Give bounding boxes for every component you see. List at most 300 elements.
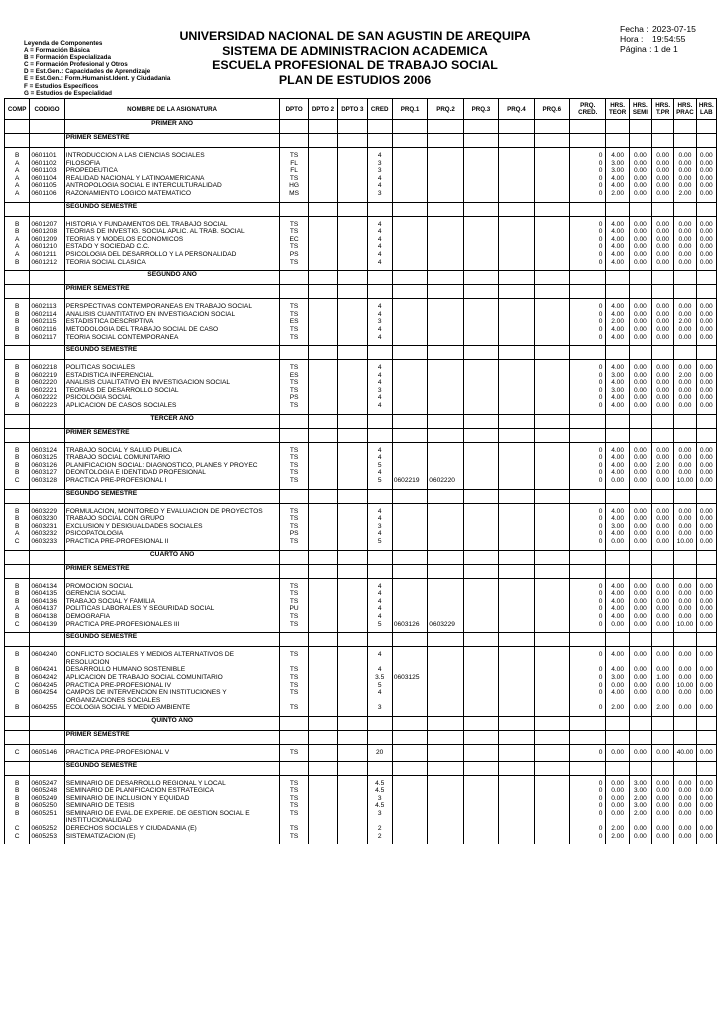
course-hrs-semi: 0.00 xyxy=(629,613,651,621)
course-dpto3 xyxy=(338,303,367,311)
course-prq-credits: 0 xyxy=(570,462,606,470)
empty-cell xyxy=(629,716,651,730)
course-prq1 xyxy=(392,236,427,244)
course-name: CAMPOS DE INTERVENCION EN INSTITUCIONES Y ORGANIZACIONES SOCIALES xyxy=(64,689,280,704)
empty-cell xyxy=(696,730,716,744)
course-hrs-lab: 0.00 xyxy=(696,477,716,485)
empty-cell xyxy=(463,633,498,647)
course-prq4 xyxy=(499,833,534,841)
course-prq6 xyxy=(534,666,569,674)
empty-cell xyxy=(367,134,392,148)
course-hrs-teor: 4.00 xyxy=(606,182,629,190)
course-hrs-semi: 0.00 xyxy=(629,605,651,613)
course-prq4 xyxy=(499,515,534,523)
course-prq6 xyxy=(534,508,569,516)
course-hrs-semi: 0.00 xyxy=(629,372,651,380)
course-prq4 xyxy=(499,787,534,795)
plan-name: PLAN DE ESTUDIOS 2006 xyxy=(278,72,432,87)
col-nombre: NOMBRE DE LA ASIGNATURA xyxy=(64,99,280,120)
empty-cell xyxy=(674,346,696,360)
course-hrs-prac: 0.00 xyxy=(674,651,696,666)
empty-cell xyxy=(629,428,651,442)
course-prq-credits: 0 xyxy=(570,364,606,372)
course-prq3 xyxy=(463,364,498,372)
course-comp: B xyxy=(5,590,30,598)
course-dpto3 xyxy=(338,704,367,712)
course-name: TEORIAS Y MODELOS ECONOMICOS xyxy=(64,236,280,244)
course-dpto: TS xyxy=(280,259,308,267)
course-hrs-tpr: 0.00 xyxy=(652,538,674,546)
empty-cell xyxy=(428,271,463,285)
course-dpto: TS xyxy=(280,795,308,803)
course-hrs-lab: 0.00 xyxy=(696,251,716,259)
course-prq6 xyxy=(534,682,569,690)
course-prq1 xyxy=(392,190,427,198)
empty-cell xyxy=(308,414,337,428)
course-comp: B xyxy=(5,802,30,810)
course-dpto: ES xyxy=(280,372,308,380)
course-hrs-tpr: 0.00 xyxy=(652,334,674,342)
course-credits: 4 xyxy=(367,364,392,372)
empty-cell xyxy=(652,730,674,744)
course-prq1 xyxy=(392,387,427,395)
course-prq-credits: 0 xyxy=(570,259,606,267)
empty-cell xyxy=(367,414,392,428)
empty-cell xyxy=(652,761,674,775)
course-credits: 4 xyxy=(367,447,392,455)
course-hrs-prac: 40.00 xyxy=(674,749,696,757)
course-prq-credits: 0 xyxy=(570,160,606,168)
course-hrs-teor: 4.00 xyxy=(606,651,629,666)
course-prq6 xyxy=(534,780,569,788)
course-prq2 xyxy=(428,364,463,372)
course-prq6 xyxy=(534,152,569,160)
course-prq4 xyxy=(499,704,534,712)
course-hrs-semi: 0.00 xyxy=(629,318,651,326)
course-hrs-tpr: 0.00 xyxy=(652,311,674,319)
empty-cell xyxy=(652,346,674,360)
course-name: INTRODUCCION A LAS CIENCIAS SOCIALES xyxy=(64,152,280,160)
course-prq-credits: 0 xyxy=(570,243,606,251)
course-prq4 xyxy=(499,780,534,788)
course-prq1 xyxy=(392,152,427,160)
semester-label: SEGUNDO SEMESTRE xyxy=(64,202,280,216)
empty-cell xyxy=(392,285,427,299)
empty-cell xyxy=(367,761,392,775)
course-row xyxy=(5,689,717,704)
empty-cell xyxy=(570,761,606,775)
course-name: SEMINARIO DE DESARROLLO REGIONAL Y LOCAL xyxy=(64,780,280,788)
course-hrs-lab: 0.00 xyxy=(696,175,716,183)
course-dpto: TS xyxy=(280,462,308,470)
course-hrs-tpr: 0.00 xyxy=(652,583,674,591)
course-row xyxy=(5,372,717,380)
course-prq6 xyxy=(534,259,569,267)
course-row xyxy=(5,477,717,485)
course-prq2 xyxy=(428,825,463,833)
empty-cell xyxy=(463,134,498,148)
course-hrs-lab: 0.00 xyxy=(696,613,716,621)
course-prq6 xyxy=(534,228,569,236)
course-prq-credits: 0 xyxy=(570,167,606,175)
empty-cell xyxy=(338,428,367,442)
course-prq3 xyxy=(463,190,498,198)
course-dpto: TS xyxy=(280,364,308,372)
empty-cell xyxy=(463,489,498,503)
course-hrs-tpr: 0.00 xyxy=(652,651,674,666)
course-comp: B xyxy=(5,689,30,704)
course-prq-credits: 0 xyxy=(570,833,606,841)
course-prq2 xyxy=(428,689,463,704)
course-prq3 xyxy=(463,508,498,516)
year-header-row xyxy=(5,414,717,428)
course-prq2 xyxy=(428,447,463,455)
course-prq-credits: 0 xyxy=(570,704,606,712)
course-hrs-teor: 2.00 xyxy=(606,704,629,712)
empty-cell xyxy=(570,120,606,134)
course-prq2 xyxy=(428,379,463,387)
course-prq6 xyxy=(534,787,569,795)
course-dpto: TS xyxy=(280,523,308,531)
course-prq4 xyxy=(499,538,534,546)
course-prq2 xyxy=(428,303,463,311)
empty-cell xyxy=(338,346,367,360)
empty-cell xyxy=(629,730,651,744)
course-hrs-teor: 3.00 xyxy=(606,523,629,531)
course-hrs-tpr: 0.00 xyxy=(652,221,674,229)
course-prq2 xyxy=(428,810,463,825)
empty-cell xyxy=(570,716,606,730)
empty-cell xyxy=(280,428,308,442)
course-prq-credits: 0 xyxy=(570,182,606,190)
course-prq1 xyxy=(392,251,427,259)
course-dpto: TS xyxy=(280,515,308,523)
empty-cell xyxy=(499,564,534,578)
semester-label: PRIMER SEMESTRE xyxy=(64,564,280,578)
course-row xyxy=(5,605,717,613)
course-hrs-lab: 0.00 xyxy=(696,795,716,803)
course-dpto2 xyxy=(308,462,337,470)
course-prq-credits: 0 xyxy=(570,598,606,606)
empty-cell xyxy=(428,285,463,299)
empty-cell xyxy=(652,414,674,428)
course-comp: C xyxy=(5,682,30,690)
year-label: CUARTO AÑO xyxy=(64,550,280,564)
empty-cell xyxy=(392,564,427,578)
empty-cell xyxy=(629,761,651,775)
course-name: POLITICAS SOCIALES xyxy=(64,364,280,372)
empty-cell xyxy=(392,840,427,844)
course-row xyxy=(5,152,717,160)
col-dpto: DPTO xyxy=(280,99,308,120)
course-prq-credits: 0 xyxy=(570,318,606,326)
course-dpto: PU xyxy=(280,605,308,613)
course-hrs-prac: 0.00 xyxy=(674,326,696,334)
empty-cell xyxy=(696,550,716,564)
course-hrs-semi: 0.00 xyxy=(629,682,651,690)
course-dpto: TS xyxy=(280,152,308,160)
course-dpto: PS xyxy=(280,530,308,538)
course-comp: B xyxy=(5,515,30,523)
empty-cell xyxy=(652,120,674,134)
course-hrs-teor: 4.00 xyxy=(606,334,629,342)
course-dpto3 xyxy=(338,462,367,470)
course-prq2 xyxy=(428,175,463,183)
course-credits: 3 xyxy=(367,190,392,198)
empty-cell xyxy=(30,564,64,578)
course-dpto3 xyxy=(338,379,367,387)
course-row xyxy=(5,704,717,712)
course-dpto: MS xyxy=(280,190,308,198)
legend-item: G = Estudios de Especialidad xyxy=(24,89,113,97)
course-credits: 5 xyxy=(367,538,392,546)
course-code: 0601103 xyxy=(30,167,64,175)
course-prq6 xyxy=(534,598,569,606)
course-dpto3 xyxy=(338,372,367,380)
course-dpto3 xyxy=(338,228,367,236)
course-hrs-lab: 0.00 xyxy=(696,303,716,311)
course-name: ESTADO Y SOCIEDAD C.C. xyxy=(64,243,280,251)
course-hrs-teor: 0.00 xyxy=(606,780,629,788)
empty-cell xyxy=(428,564,463,578)
course-dpto2 xyxy=(308,530,337,538)
course-prq2 xyxy=(428,402,463,410)
course-dpto2 xyxy=(308,833,337,841)
course-prq3 xyxy=(463,666,498,674)
course-row xyxy=(5,590,717,598)
course-prq2 xyxy=(428,394,463,402)
course-dpto3 xyxy=(338,243,367,251)
course-dpto3 xyxy=(338,538,367,546)
course-prq6 xyxy=(534,538,569,546)
course-row xyxy=(5,787,717,795)
course-hrs-semi: 0.00 xyxy=(629,538,651,546)
course-hrs-lab: 0.00 xyxy=(696,394,716,402)
course-name: RAZONAMIENTO LOGICO MATEMATICO xyxy=(64,190,280,198)
course-hrs-tpr: 0.00 xyxy=(652,379,674,387)
empty-cell xyxy=(696,489,716,503)
course-dpto2 xyxy=(308,447,337,455)
course-hrs-lab: 0.00 xyxy=(696,167,716,175)
course-dpto2 xyxy=(308,749,337,757)
course-code: 0602221 xyxy=(30,387,64,395)
course-dpto2 xyxy=(308,334,337,342)
course-comp: B xyxy=(5,454,30,462)
course-dpto: TS xyxy=(280,311,308,319)
empty-cell xyxy=(534,633,569,647)
course-prq6 xyxy=(534,583,569,591)
course-dpto2 xyxy=(308,598,337,606)
course-hrs-lab: 0.00 xyxy=(696,364,716,372)
empty-cell xyxy=(674,120,696,134)
course-name: SEMINARIO DE PLANIFICACION ESTRATEGICA xyxy=(64,787,280,795)
course-hrs-lab: 0.00 xyxy=(696,326,716,334)
semester-header-row xyxy=(5,202,717,216)
empty-cell xyxy=(629,346,651,360)
course-prq2 xyxy=(428,228,463,236)
course-prq6 xyxy=(534,802,569,810)
empty-cell xyxy=(570,134,606,148)
course-hrs-lab: 0.00 xyxy=(696,372,716,380)
course-prq6 xyxy=(534,523,569,531)
course-hrs-semi: 0.00 xyxy=(629,402,651,410)
course-row xyxy=(5,311,717,319)
course-hrs-tpr: 0.00 xyxy=(652,243,674,251)
course-prq4 xyxy=(499,152,534,160)
course-row xyxy=(5,795,717,803)
course-comp: A xyxy=(5,251,30,259)
course-dpto3 xyxy=(338,477,367,485)
course-hrs-prac: 0.00 xyxy=(674,590,696,598)
course-prq-credits: 0 xyxy=(570,590,606,598)
empty-cell xyxy=(674,202,696,216)
course-dpto3 xyxy=(338,825,367,833)
empty-cell xyxy=(629,550,651,564)
empty-cell xyxy=(534,202,569,216)
empty-cell xyxy=(534,716,569,730)
course-hrs-lab: 0.00 xyxy=(696,379,716,387)
course-hrs-teor: 4.00 xyxy=(606,251,629,259)
course-hrs-teor: 4.00 xyxy=(606,152,629,160)
col-prq-cred: PRQ. CRED. xyxy=(570,99,606,120)
course-prq2 xyxy=(428,259,463,267)
course-credits: 4.5 xyxy=(367,787,392,795)
course-row xyxy=(5,825,717,833)
course-credits: 4 xyxy=(367,228,392,236)
empty-cell xyxy=(5,840,30,844)
course-hrs-teor: 4.00 xyxy=(606,236,629,244)
empty-cell xyxy=(629,564,651,578)
course-dpto3 xyxy=(338,621,367,629)
course-row xyxy=(5,530,717,538)
school-name: ESCUELA PROFESIONAL DE TRABAJO SOCIAL xyxy=(212,58,498,73)
course-hrs-prac: 2.00 xyxy=(674,190,696,198)
course-code: 0601104 xyxy=(30,175,64,183)
course-code: 0605252 xyxy=(30,825,64,833)
empty-cell xyxy=(5,134,30,148)
course-row xyxy=(5,583,717,591)
course-name: PSICOLOGIA DEL DESARROLLO Y LA PERSONALIDAD xyxy=(64,251,280,259)
course-hrs-semi: 0.00 xyxy=(629,462,651,470)
course-hrs-teor: 4.00 xyxy=(606,394,629,402)
course-prq4 xyxy=(499,825,534,833)
empty-cell xyxy=(696,428,716,442)
course-hrs-teor: 4.00 xyxy=(606,530,629,538)
course-row xyxy=(5,666,717,674)
course-dpto2 xyxy=(308,508,337,516)
empty-cell xyxy=(30,550,64,564)
course-prq3 xyxy=(463,236,498,244)
course-hrs-prac: 0.00 xyxy=(674,795,696,803)
course-comp: A xyxy=(5,243,30,251)
course-prq6 xyxy=(534,251,569,259)
course-hrs-prac: 10.00 xyxy=(674,477,696,485)
course-dpto: TS xyxy=(280,379,308,387)
course-hrs-semi: 0.00 xyxy=(629,334,651,342)
course-prq3 xyxy=(463,379,498,387)
course-prq2 xyxy=(428,666,463,674)
empty-cell xyxy=(629,202,651,216)
course-prq2 xyxy=(428,334,463,342)
course-credits: 4 xyxy=(367,303,392,311)
empty-cell xyxy=(696,761,716,775)
course-prq3 xyxy=(463,530,498,538)
course-hrs-tpr: 0.00 xyxy=(652,259,674,267)
course-code: 0605251 xyxy=(30,810,64,825)
legend-item: C = Formación Profesional y Otros xyxy=(24,61,128,69)
empty-cell xyxy=(534,414,569,428)
empty-cell xyxy=(30,134,64,148)
course-hrs-prac: 0.00 xyxy=(674,605,696,613)
empty-cell xyxy=(367,202,392,216)
course-hrs-tpr: 0.00 xyxy=(652,825,674,833)
empty-cell xyxy=(308,730,337,744)
component-legend xyxy=(24,40,170,97)
course-hrs-lab: 0.00 xyxy=(696,318,716,326)
course-hrs-prac: 0.00 xyxy=(674,523,696,531)
course-prq6 xyxy=(534,674,569,682)
course-dpto2 xyxy=(308,251,337,259)
course-prq-credits: 0 xyxy=(570,538,606,546)
empty-cell xyxy=(30,202,64,216)
course-prq-credits: 0 xyxy=(570,221,606,229)
course-prq2 xyxy=(428,387,463,395)
empty-cell xyxy=(652,134,674,148)
course-credits: 4 xyxy=(367,651,392,666)
course-code: 0605146 xyxy=(30,749,64,757)
course-dpto2 xyxy=(308,259,337,267)
course-hrs-lab: 0.00 xyxy=(696,469,716,477)
course-comp: B xyxy=(5,666,30,674)
course-hrs-semi: 0.00 xyxy=(629,833,651,841)
course-code: 0602219 xyxy=(30,372,64,380)
course-code: 0604241 xyxy=(30,666,64,674)
empty-cell xyxy=(463,550,498,564)
course-prq4 xyxy=(499,810,534,825)
course-prq2 xyxy=(428,236,463,244)
empty-cell xyxy=(696,564,716,578)
course-prq-credits: 0 xyxy=(570,454,606,462)
course-comp: C xyxy=(5,477,30,485)
course-name: ANALISIS CUALITATIVO EN INVESTIGACION SOCIAL xyxy=(64,379,280,387)
empty-cell xyxy=(652,285,674,299)
course-dpto3 xyxy=(338,402,367,410)
empty-cell xyxy=(367,716,392,730)
course-hrs-lab: 0.00 xyxy=(696,447,716,455)
course-credits: 4 xyxy=(367,236,392,244)
semester-header-row xyxy=(5,489,717,503)
course-prq3 xyxy=(463,590,498,598)
course-prq6 xyxy=(534,364,569,372)
course-comp: B xyxy=(5,402,30,410)
empty-cell xyxy=(338,564,367,578)
course-hrs-prac: 10.00 xyxy=(674,621,696,629)
empty-cell xyxy=(606,428,629,442)
empty-cell xyxy=(652,489,674,503)
empty-cell xyxy=(674,564,696,578)
empty-cell xyxy=(629,134,651,148)
course-hrs-tpr: 0.00 xyxy=(652,682,674,690)
course-name: SEMINARIO DE TESIS xyxy=(64,802,280,810)
course-dpto2 xyxy=(308,682,337,690)
semester-header-row xyxy=(5,761,717,775)
course-hrs-tpr: 0.00 xyxy=(652,590,674,598)
course-prq-credits: 0 xyxy=(570,825,606,833)
course-row xyxy=(5,303,717,311)
empty-cell xyxy=(674,730,696,744)
empty-cell xyxy=(606,489,629,503)
course-hrs-tpr: 0.00 xyxy=(652,364,674,372)
